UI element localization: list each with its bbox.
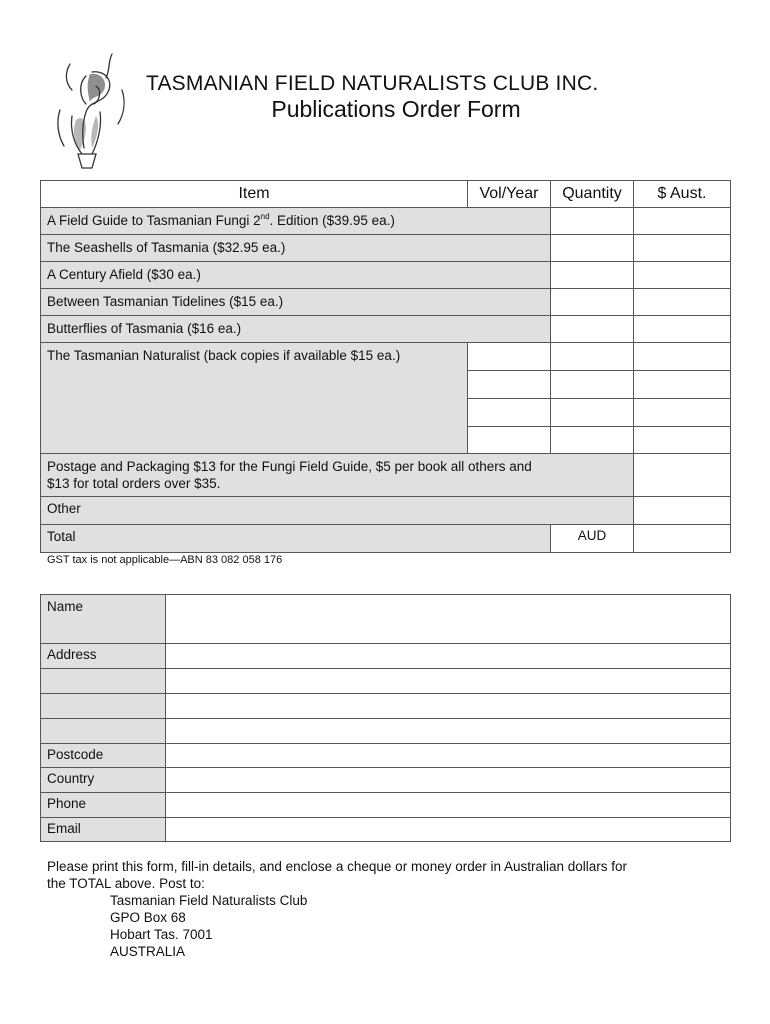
instructions-line-1: Please print this form, fill-in details, and enclose a cheque or money order in Australian dollars for bbox=[47, 859, 628, 874]
postcode-field[interactable] bbox=[165, 743, 731, 768]
address-label: Address bbox=[47, 647, 97, 662]
country-label: Country bbox=[47, 771, 95, 786]
item-row-seashells bbox=[40, 234, 551, 262]
total-label: Total bbox=[47, 529, 76, 544]
volyear-input-naturalist-2[interactable] bbox=[467, 370, 551, 399]
address-label-cell-4 bbox=[40, 718, 166, 744]
price-input-naturalist-1[interactable] bbox=[633, 342, 731, 371]
column-header-vol-year: Vol/Year bbox=[479, 185, 539, 202]
volyear-input-naturalist-4[interactable] bbox=[467, 426, 551, 454]
item-row-tidelines bbox=[40, 288, 551, 316]
country-field[interactable] bbox=[165, 767, 731, 793]
header-price-cell bbox=[633, 180, 731, 208]
address-field-4[interactable] bbox=[165, 718, 731, 744]
instructions-line-2: the TOTAL above. Post to: bbox=[47, 876, 205, 891]
column-header-item: Item bbox=[238, 185, 270, 202]
address-label-cell-2 bbox=[40, 668, 166, 694]
phone-label-cell bbox=[40, 792, 166, 818]
postage-line-2: $13 for total orders over $35. bbox=[47, 476, 221, 491]
mailing-instructions bbox=[47, 858, 627, 960]
quantity-input-tidelines[interactable] bbox=[550, 288, 634, 316]
form-title: Publications Order Form bbox=[271, 96, 521, 122]
item-label-butterflies: Butterflies of Tasmania ($16 ea.) bbox=[47, 321, 242, 336]
header-volyear-cell bbox=[467, 180, 551, 208]
item-label-tidelines: Between Tasmanian Tidelines ($15 ea.) bbox=[47, 294, 284, 309]
address-line-2: GPO Box 68 bbox=[110, 910, 186, 925]
column-header-price: $ Aust. bbox=[657, 185, 707, 202]
price-input-naturalist-3[interactable] bbox=[633, 398, 731, 427]
address-line-3: Hobart Tas. 7001 bbox=[110, 927, 213, 942]
address-field-3[interactable] bbox=[165, 693, 731, 719]
price-input-seashells[interactable] bbox=[633, 234, 731, 262]
address-field-2[interactable] bbox=[165, 668, 731, 694]
column-header-quantity: Quantity bbox=[562, 185, 622, 202]
quantity-input-century[interactable] bbox=[550, 261, 634, 289]
name-label: Name bbox=[47, 599, 84, 614]
item-label-seashells: The Seashells of Tasmania ($32.95 ea.) bbox=[47, 240, 286, 255]
header-item-cell bbox=[40, 180, 468, 208]
price-input-tidelines[interactable] bbox=[633, 288, 731, 316]
quantity-input-naturalist-1[interactable] bbox=[550, 342, 634, 371]
volyear-input-naturalist-1[interactable] bbox=[467, 342, 551, 371]
club-name: TASMANIAN FIELD NATURALISTS CLUB INC. bbox=[146, 72, 599, 95]
price-input-postage[interactable] bbox=[633, 453, 731, 497]
customer-details-table bbox=[40, 594, 731, 842]
postcode-label-cell bbox=[40, 743, 166, 768]
item-row-butterflies bbox=[40, 315, 551, 343]
order-table bbox=[40, 180, 731, 553]
email-field[interactable] bbox=[165, 817, 731, 842]
item-label-century: A Century Afield ($30 ea.) bbox=[47, 267, 201, 282]
other-label: Other bbox=[47, 501, 81, 516]
price-input-naturalist-4[interactable] bbox=[633, 426, 731, 454]
other-row bbox=[40, 496, 634, 525]
price-input-century[interactable] bbox=[633, 261, 731, 289]
gst-note: GST tax is not applicable—ABN 83 082 058 176 bbox=[47, 554, 283, 566]
quantity-input-naturalist-3[interactable] bbox=[550, 398, 634, 427]
quantity-input-fungi[interactable] bbox=[550, 207, 634, 235]
volyear-input-naturalist-3[interactable] bbox=[467, 398, 551, 427]
item-label-naturalist: The Tasmanian Naturalist (back copies if available $15 ea.) bbox=[47, 348, 401, 363]
total-row bbox=[40, 524, 551, 553]
currency-cell bbox=[550, 524, 634, 553]
postage-line-1: Postage and Packaging $13 for the Fungi Field Guide, $5 per book all others and bbox=[47, 459, 532, 474]
phone-label: Phone bbox=[47, 796, 87, 811]
name-label-cell bbox=[40, 594, 166, 644]
postcode-label: Postcode bbox=[47, 747, 104, 762]
total-amount-input[interactable] bbox=[633, 524, 731, 553]
email-label-cell bbox=[40, 817, 166, 842]
address-line-1: Tasmanian Field Naturalists Club bbox=[110, 893, 308, 908]
item-row-naturalist bbox=[40, 342, 468, 454]
quantity-input-naturalist-4[interactable] bbox=[550, 426, 634, 454]
phone-field[interactable] bbox=[165, 792, 731, 818]
item-label-fungi: A Field Guide to Tasmanian Fungi 2nd. Edition ($39.95 ea.) bbox=[47, 212, 395, 228]
quantity-input-seashells[interactable] bbox=[550, 234, 634, 262]
address-field-1[interactable] bbox=[165, 643, 731, 669]
quantity-input-naturalist-2[interactable] bbox=[550, 370, 634, 399]
address-line-4: AUSTRALIA bbox=[110, 944, 186, 959]
postage-row bbox=[40, 453, 634, 497]
currency-label: AUD bbox=[577, 528, 607, 543]
address-label-cell-3 bbox=[40, 693, 166, 719]
item-row-century bbox=[40, 261, 551, 289]
address-label-cell bbox=[40, 643, 166, 669]
email-label: Email bbox=[47, 821, 81, 836]
name-field[interactable] bbox=[165, 594, 731, 644]
item-row-fungi bbox=[40, 207, 551, 235]
price-input-butterflies[interactable] bbox=[633, 315, 731, 343]
country-label-cell bbox=[40, 767, 166, 793]
fungus-illustration-icon bbox=[52, 50, 132, 170]
price-input-other[interactable] bbox=[633, 496, 731, 525]
header-quantity-cell bbox=[550, 180, 634, 208]
quantity-input-butterflies[interactable] bbox=[550, 315, 634, 343]
price-input-fungi[interactable] bbox=[633, 207, 731, 235]
price-input-naturalist-2[interactable] bbox=[633, 370, 731, 399]
